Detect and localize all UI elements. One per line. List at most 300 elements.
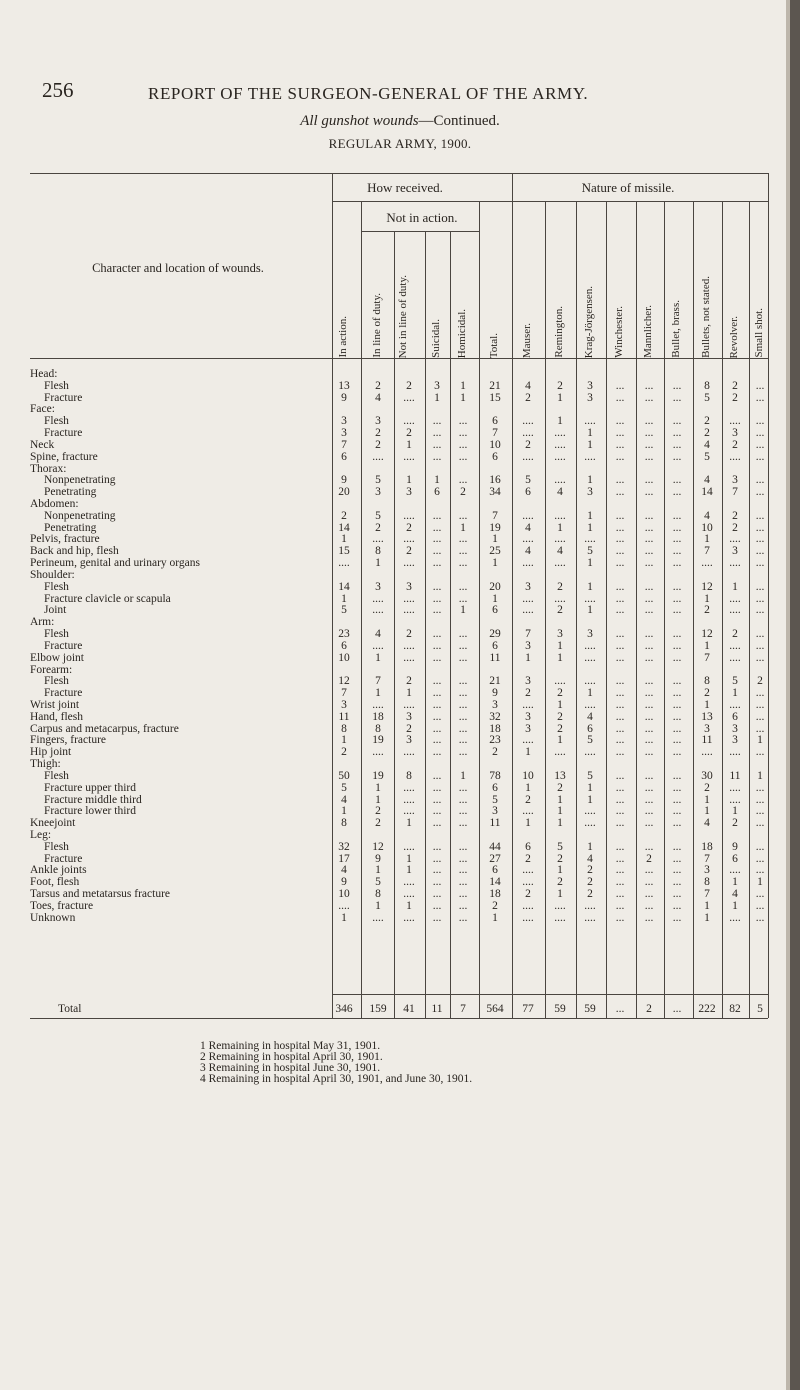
table-cell: ...	[432, 580, 442, 593]
table-cell: 1	[704, 639, 710, 652]
table-cell: 1	[587, 604, 593, 617]
row-category-label: Hip joint	[30, 746, 72, 759]
rule-top	[30, 173, 768, 174]
table-cell: ...	[458, 545, 468, 558]
table-cell: ...	[458, 533, 468, 546]
row-category-label: Toes, fracture	[30, 899, 94, 912]
table-cell: ...	[458, 698, 468, 711]
table-cell: 8	[341, 722, 347, 735]
table-cell: ...	[458, 651, 468, 664]
table-cell: ...	[615, 899, 625, 912]
table-cell: 2	[732, 379, 738, 392]
row-category-label: Fingers, fracture	[30, 734, 106, 747]
table-cell: 564	[486, 1003, 504, 1015]
row-total-label: Total	[58, 1003, 82, 1015]
rule-head-bottom	[30, 358, 768, 359]
table-cell: ...	[615, 852, 625, 865]
table-cell: ...	[615, 427, 625, 440]
table-cell: 2	[646, 852, 652, 865]
table-cell: 1	[587, 427, 593, 440]
table-cell: 2	[375, 427, 381, 440]
table-cell: ....	[403, 876, 415, 889]
table-cell: ...	[615, 805, 625, 818]
table-cell: ...	[458, 687, 468, 700]
table-cell: 2	[557, 852, 563, 865]
table-cell: ....	[522, 604, 534, 617]
footnote: 2 Remaining in hospital April 30, 1901.	[200, 1051, 383, 1063]
table-cell: ...	[458, 876, 468, 889]
table-cell: ....	[338, 899, 350, 912]
table-cell: 11	[701, 734, 713, 747]
table-cell: 19	[372, 734, 384, 747]
row-category-label: Tarsus and metatarsus fracture	[30, 888, 171, 901]
table-cell: ...	[432, 876, 442, 889]
table-cell: ....	[554, 899, 566, 912]
table-cell: 1	[557, 864, 563, 877]
table-cell: ...	[672, 639, 682, 652]
table-cell: 1	[375, 864, 381, 877]
table-cell: 3	[525, 639, 531, 652]
table-cell: 3	[732, 427, 738, 440]
table-cell: ...	[672, 852, 682, 865]
table-cell: 2	[525, 391, 531, 404]
table-cell: 5	[341, 781, 347, 794]
table-cell: ...	[432, 450, 442, 463]
table-cell: 1	[704, 793, 710, 806]
rule-col-14	[749, 201, 750, 1018]
table-cell: 6	[492, 415, 498, 428]
table-cell: ....	[522, 592, 534, 605]
table-cell: 3	[341, 415, 347, 428]
table-cell: ...	[755, 651, 765, 664]
table-cell: ...	[432, 769, 442, 782]
rule-col-2	[394, 231, 395, 1018]
table-cell: 19	[372, 769, 384, 782]
table-cell: 15	[489, 391, 501, 404]
subtitle-italic: All gunshot wounds	[300, 113, 419, 129]
table-cell: ...	[755, 687, 765, 700]
table-cell: 4	[587, 710, 593, 723]
table-cell: ...	[615, 545, 625, 558]
table-cell: ...	[755, 509, 765, 522]
table-cell: 1	[557, 805, 563, 818]
table-cell: ...	[644, 793, 654, 806]
table-cell: 1	[557, 521, 563, 534]
table-cell: ...	[615, 557, 625, 570]
table-cell: ....	[554, 438, 566, 451]
table-cell: ...	[755, 911, 765, 924]
table-cell: ....	[554, 592, 566, 605]
row-category-label: Spine, fracture	[30, 450, 98, 463]
table-cell: 32	[338, 840, 350, 853]
table-cell: ...	[672, 628, 682, 641]
table-cell: 3	[587, 628, 593, 641]
row-category-label: Perineum, genital and urinary organs	[30, 557, 201, 570]
table-cell: ...	[644, 474, 654, 487]
table-cell: 3	[525, 580, 531, 593]
table-cell: ...	[755, 639, 765, 652]
rule-col-8	[576, 201, 577, 1018]
row-sub-label: Fracture	[44, 427, 83, 440]
table-cell: ...	[458, 427, 468, 440]
table-cell: 4	[732, 888, 738, 901]
table-cell: 2	[406, 427, 412, 440]
table-cell: 9	[375, 852, 381, 865]
table-cell: ...	[672, 438, 682, 451]
table-cell: 3	[492, 698, 498, 711]
table-cell: ...	[672, 651, 682, 664]
table-cell: ...	[458, 438, 468, 451]
table-cell: ...	[458, 840, 468, 853]
table-cell: 1	[587, 781, 593, 794]
table-cell: 2	[375, 521, 381, 534]
table-cell: 1	[375, 793, 381, 806]
table-cell: 3	[732, 722, 738, 735]
table-cell: 2	[525, 438, 531, 451]
table-cell: 1	[587, 840, 593, 853]
table-cell: ...	[672, 379, 682, 392]
table-cell: 4	[704, 474, 710, 487]
table-cell: 3	[557, 628, 563, 641]
table-cell: 9	[492, 687, 498, 700]
rule-bottom	[30, 1018, 768, 1019]
table-cell: ...	[432, 911, 442, 924]
rule-not-action-under	[361, 231, 479, 232]
table-cell: 3	[732, 474, 738, 487]
table-cell: ...	[755, 391, 765, 404]
page-number: 256	[42, 78, 74, 102]
row-sub-label: Flesh	[44, 415, 69, 428]
table-cell: 1	[557, 651, 563, 664]
table-cell: ....	[584, 899, 596, 912]
table-cell: ...	[458, 852, 468, 865]
table-cell: 14	[338, 580, 350, 593]
row-category-label: Hand, flesh	[30, 710, 84, 723]
table-cell: ...	[672, 888, 682, 901]
table-cell: 8	[406, 769, 412, 782]
table-cell: 5	[375, 876, 381, 889]
table-cell: 11	[489, 651, 501, 664]
table-cell: 2	[704, 687, 710, 700]
table-cell: 6	[341, 639, 347, 652]
table-cell: ....	[522, 864, 534, 877]
table-cell: ...	[432, 415, 442, 428]
table-cell: 1	[704, 533, 710, 546]
table-cell: 6	[492, 450, 498, 463]
table-cell: ...	[432, 781, 442, 794]
column-header-2: In line of duty.	[371, 293, 383, 358]
table-cell: ...	[615, 793, 625, 806]
table-cell: 1	[732, 899, 738, 912]
table-cell: ....	[584, 746, 596, 759]
table-cell: ...	[644, 911, 654, 924]
table-cell: 1	[434, 391, 440, 404]
table-cell: 1	[732, 687, 738, 700]
table-cell: ...	[615, 415, 625, 428]
row-sub-label: Penetrating	[44, 486, 97, 499]
table-cell: 2	[375, 438, 381, 451]
table-cell: 1	[525, 817, 531, 830]
table-cell: ....	[403, 746, 415, 759]
table-cell: 2	[732, 438, 738, 451]
table-cell: ...	[644, 805, 654, 818]
table-cell: ...	[755, 628, 765, 641]
table-cell: 2	[704, 781, 710, 794]
table-cell: 11	[729, 769, 741, 782]
table-cell: 1	[375, 781, 381, 794]
table-cell: ...	[672, 911, 682, 924]
table-cell: ...	[615, 474, 625, 487]
table-cell: 1	[492, 533, 498, 546]
table-cell: ....	[584, 450, 596, 463]
subtitle-rest: —Continued.	[418, 113, 500, 129]
table-cell: ....	[403, 415, 415, 428]
table-cell: ...	[755, 805, 765, 818]
table-cell: ...	[644, 769, 654, 782]
table-cell: ....	[729, 781, 741, 794]
table-cell: ...	[458, 793, 468, 806]
table-cell: ....	[522, 450, 534, 463]
row-category-label: Face:	[30, 403, 55, 416]
table-cell: 17	[338, 852, 350, 865]
table-cell: ...	[615, 628, 625, 641]
table-cell: ...	[458, 911, 468, 924]
table-cell: ....	[584, 911, 596, 924]
table-cell: ...	[755, 793, 765, 806]
table-cell: 2	[557, 781, 563, 794]
table-cell: 2	[704, 415, 710, 428]
table-cell: 10	[522, 769, 534, 782]
table-cell: 3	[704, 722, 710, 735]
table-cell: 7	[375, 675, 381, 688]
table-cell: ...	[432, 675, 442, 688]
row-sub-label: Fracture lower third	[44, 805, 136, 818]
table-cell: ...	[432, 805, 442, 818]
table-cell: 7	[704, 651, 710, 664]
row-sub-label: Fracture	[44, 639, 83, 652]
table-cell: 30	[701, 769, 713, 782]
table-cell: 346	[335, 1003, 353, 1015]
table-cell: 2	[557, 876, 563, 889]
table-cell: 19	[489, 521, 501, 534]
table-cell: ...	[458, 450, 468, 463]
table-cell: 16	[489, 474, 501, 487]
table-cell: 1	[341, 911, 347, 924]
table-cell: 1	[557, 817, 563, 830]
table-cell: 1	[525, 781, 531, 794]
table-cell: ...	[672, 876, 682, 889]
table-cell: ...	[644, 521, 654, 534]
table-cell: ...	[672, 698, 682, 711]
table-cell: ...	[755, 450, 765, 463]
table-cell: 7	[732, 486, 738, 499]
table-cell: ...	[644, 840, 654, 853]
row-sub-label: Flesh	[44, 675, 69, 688]
table-cell: 9	[341, 474, 347, 487]
footnote: 4 Remaining in hospital April 30, 1901, and June 30, 1901.	[200, 1073, 473, 1085]
table-cell: ...	[644, 817, 654, 830]
table-cell: ....	[584, 675, 596, 688]
table-cell: ...	[615, 675, 625, 688]
table-cell: 13	[701, 710, 713, 723]
row-sub-label: Flesh	[44, 769, 69, 782]
column-header-10: Winchester.	[613, 306, 625, 358]
table-cell: 12	[701, 580, 713, 593]
table-cell: ...	[458, 474, 468, 487]
table-cell: ....	[584, 698, 596, 711]
table-cell: 59	[584, 1003, 596, 1015]
table-cell: 4	[525, 379, 531, 392]
table-cell: ....	[403, 840, 415, 853]
table-cell: ....	[403, 651, 415, 664]
table-cell: ...	[432, 557, 442, 570]
table-cell: ...	[672, 415, 682, 428]
table-cell: 5	[525, 474, 531, 487]
table-cell: ...	[755, 379, 765, 392]
column-header-12: Bullet, brass.	[670, 300, 682, 358]
column-header-6: Total.	[488, 332, 500, 358]
table-cell: 4	[341, 793, 347, 806]
table-cell: ...	[458, 675, 468, 688]
table-cell: 2	[732, 391, 738, 404]
table-cell: 18	[489, 888, 501, 901]
table-cell: ...	[615, 438, 625, 451]
table-cell: 2	[646, 1003, 652, 1015]
rule-col-9	[606, 201, 607, 1018]
table-cell: ...	[672, 793, 682, 806]
table-cell: ...	[615, 639, 625, 652]
table-cell: 3	[375, 415, 381, 428]
rule-col-13	[722, 201, 723, 1018]
row-category-label: Head:	[30, 368, 58, 380]
rule-col-0	[332, 173, 333, 1018]
table-cell: ...	[644, 628, 654, 641]
column-header-13: Bullets, not stated.	[700, 276, 712, 358]
table-cell: 8	[375, 545, 381, 558]
table-cell: ...	[755, 746, 765, 759]
table-cell: 6	[587, 722, 593, 735]
table-cell: ....	[554, 557, 566, 570]
table-cell: ...	[615, 651, 625, 664]
table-cell: 1	[704, 911, 710, 924]
table-cell: 5	[557, 840, 563, 853]
table-cell: ...	[644, 698, 654, 711]
table-cell: 2	[557, 710, 563, 723]
book-spine-edge	[790, 0, 800, 1390]
table-cell: 159	[369, 1003, 387, 1015]
table-cell: ...	[672, 580, 682, 593]
row-category-label: Elbow joint	[30, 651, 84, 664]
table-cell: ...	[672, 734, 682, 747]
row-category-label: Wrist joint	[30, 698, 80, 711]
table-cell: ...	[672, 521, 682, 534]
table-cell: 18	[372, 710, 384, 723]
row-sub-label: Fracture upper third	[44, 781, 136, 794]
table-cell: 3	[406, 710, 412, 723]
table-cell: 1	[341, 592, 347, 605]
table-cell: 1	[704, 698, 710, 711]
table-cell: ...	[615, 888, 625, 901]
table-cell: ...	[615, 817, 625, 830]
table-cell: ...	[672, 604, 682, 617]
table-cell: 1	[460, 769, 466, 782]
table-cell: 2	[557, 687, 563, 700]
table-cell: ...	[432, 651, 442, 664]
table-cell: 1	[375, 899, 381, 912]
table-cell: ...	[644, 651, 654, 664]
table-cell: ....	[522, 734, 534, 747]
table-cell: 2	[732, 628, 738, 641]
table-cell: ...	[755, 438, 765, 451]
table-cell: ...	[672, 533, 682, 546]
table-cell: ...	[615, 864, 625, 877]
table-cell: ...	[755, 415, 765, 428]
table-cell: 1	[587, 687, 593, 700]
group-nature-of-missile: Nature of missile.	[581, 180, 675, 195]
table-cell: 2	[587, 888, 593, 901]
table-cell: 1	[341, 734, 347, 747]
table-cell: 1	[757, 769, 763, 782]
rule-col-10	[636, 201, 637, 1018]
table-cell: 2	[341, 746, 347, 759]
table-cell: 222	[698, 1003, 716, 1015]
table-cell: 2	[557, 580, 563, 593]
table-cell: ....	[584, 415, 596, 428]
table-cell: ....	[522, 557, 534, 570]
table-cell: 6	[492, 781, 498, 794]
table-cell: ...	[615, 391, 625, 404]
column-header-15: Small shot.	[753, 308, 765, 358]
table-cell: 2	[406, 379, 412, 392]
table-cell: 1	[406, 852, 412, 865]
table-cell: 5	[732, 675, 738, 688]
table-cell: 1	[406, 864, 412, 877]
table-cell: 2	[525, 687, 531, 700]
rule-col-1	[361, 201, 362, 1018]
table-cell: ....	[372, 592, 384, 605]
table-cell: 7	[460, 1003, 466, 1015]
table-cell: ...	[644, 675, 654, 688]
table-cell: ...	[672, 427, 682, 440]
table-cell: ...	[672, 817, 682, 830]
table-cell: 1	[525, 651, 531, 664]
table-cell: 2	[492, 899, 498, 912]
table-cell: ...	[432, 509, 442, 522]
table-cell: 15	[338, 545, 350, 558]
table-cell: 1	[587, 474, 593, 487]
table-cell: ...	[458, 888, 468, 901]
table-cell: 5	[492, 793, 498, 806]
table-cell: ...	[672, 899, 682, 912]
table-cell: 6	[492, 639, 498, 652]
table-cell: ...	[755, 722, 765, 735]
table-cell: ...	[432, 793, 442, 806]
table-cell: ...	[644, 888, 654, 901]
table-cell: 1	[732, 580, 738, 593]
table-cell: 1	[587, 557, 593, 570]
table-cell: ...	[432, 521, 442, 534]
table-cell: ....	[584, 817, 596, 830]
table-cell: ...	[755, 710, 765, 723]
row-sub-label: Penetrating	[44, 521, 97, 534]
table-cell: ...	[458, 415, 468, 428]
table-cell: ...	[432, 840, 442, 853]
table-cell: ...	[432, 899, 442, 912]
table-cell: ...	[644, 379, 654, 392]
table-cell: 23	[338, 628, 350, 641]
table-cell: ...	[432, 710, 442, 723]
table-cell: ...	[755, 474, 765, 487]
